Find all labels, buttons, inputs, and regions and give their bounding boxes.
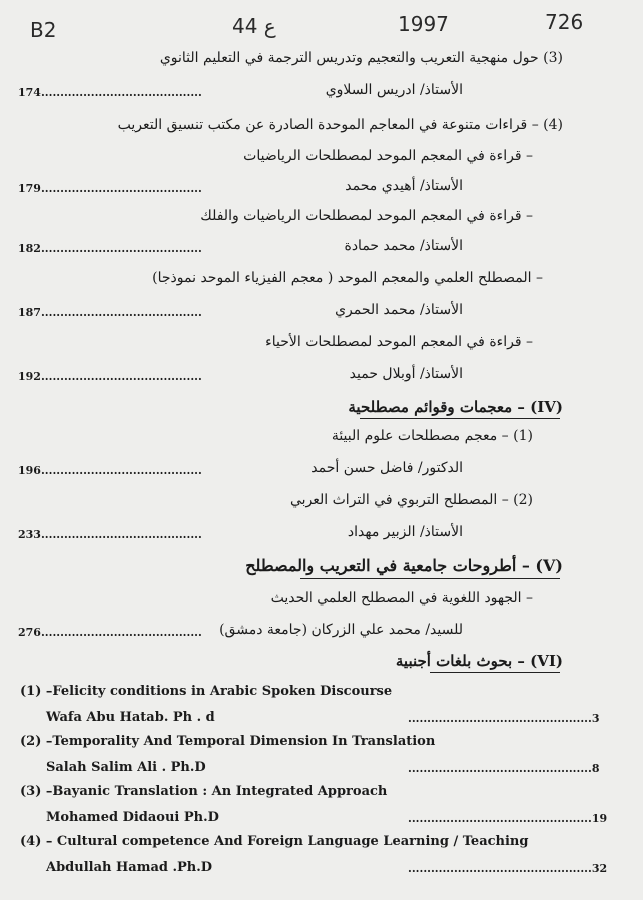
toc-item-author: الأستاذ/ أوبلال حميد [349,366,463,382]
toc-item-author: الأستاذ/ محمد حمادة [344,238,463,254]
paper-author: Mohamed Didaoui Ph.D [46,810,219,825]
toc-item-title: – قراءة في المعجم الموحد لمصطلحات الرياضيات والفلك [200,208,533,224]
paper-page: ................................................32 [408,862,608,875]
toc-item-page: 196.......................................... [18,464,202,477]
toc-item-title: (2) – المصطلح التربوي في التراث العربي [289,492,533,508]
toc-item-title: – المصطلح العلمي والمعجم الموحد ( معجم الفيزياء الموحد نموذجا) [152,270,543,286]
handwritten-issue-number: ع 44 [232,14,276,38]
handwritten-mark-left: B2 [30,18,57,42]
toc-title-s4: (4) – قراءات متنوعة في المعاجم الموحدة الصادرة عن مكتب تنسيق التعريب [117,117,563,133]
toc-item-title: (1) – معجم مصطلحات علوم البيئة [331,428,533,444]
toc-heading-v: (V) – أطروحات جامعية في التعريب والمصطلح [245,556,563,575]
toc-item-author: الدكتور/ فاضل حسن أحمد [311,460,463,476]
toc-item-author: الأستاذ/ الزبير مهداد [347,524,463,540]
paper-page: ................................................8 [408,762,600,775]
paper-author: Salah Salim Ali . Ph.D [46,760,206,775]
heading-underline [430,672,560,673]
toc-item-page: 233.......................................... [18,528,202,541]
toc-item-page: 192.......................................... [18,370,202,383]
toc-item-author: للسيد/ محمد علي الزركان (جامعة دمشق) [219,622,463,638]
toc-item-page: 179.......................................... [18,182,202,195]
toc-item-title: – قراءة في المعجم الموحد لمصطلحات الرياضيات [243,148,533,164]
toc-item-title: – قراءة في المعجم الموحد لمصطلحات الأحياء [265,334,533,350]
toc-author-s3: الأستاذ/ ادريس السلاوي [325,82,463,98]
paper-page: ................................................19 [408,812,608,825]
toc-heading-vi: (VI) – بحوث بلغات أجنبية [395,652,563,670]
heading-underline [360,418,560,419]
toc-item-page: 182.......................................... [18,242,202,255]
toc-item-page: 276.......................................... [18,626,202,639]
paper-title: (3) –Bayanic Translation : An Integrated Approach [20,784,388,799]
toc-title-s3: (3) حول منهجية التعريب والتعجيم وتدريس الترجمة في التعليم الثانوي [159,50,563,66]
toc-item-author: الأستاذ/ محمد الحمري [335,302,463,318]
heading-underline [300,578,560,579]
paper-page: ................................................3 [408,712,600,725]
paper-title: (1) –Felicity conditions in Arabic Spoken Discourse [20,684,393,699]
toc-item-page: 187.......................................... [18,306,202,319]
paper-author: Abdullah Hamad .Ph.D [46,860,213,875]
paper-title: (4) – Cultural competence And Foreign Language Learning / Teaching [20,834,529,849]
paper-title: (2) –Temporality And Temporal Dimension In Translation [20,734,436,749]
toc-heading-iv: (IV) – معجمات وقوائم مصطلحية [348,398,563,416]
toc-item-title: – الجهود اللغوية في المصطلح العلمي الحديث [270,590,533,606]
paper-author: Wafa Abu Hatab. Ph . d [46,710,215,725]
handwritten-year: 1997 [398,12,449,36]
toc-item-author: الأستاذ/ أهيدي محمد [345,178,463,194]
handwritten-id: 726 [545,10,584,34]
toc-page-s3: 174.......................................... [18,86,202,99]
